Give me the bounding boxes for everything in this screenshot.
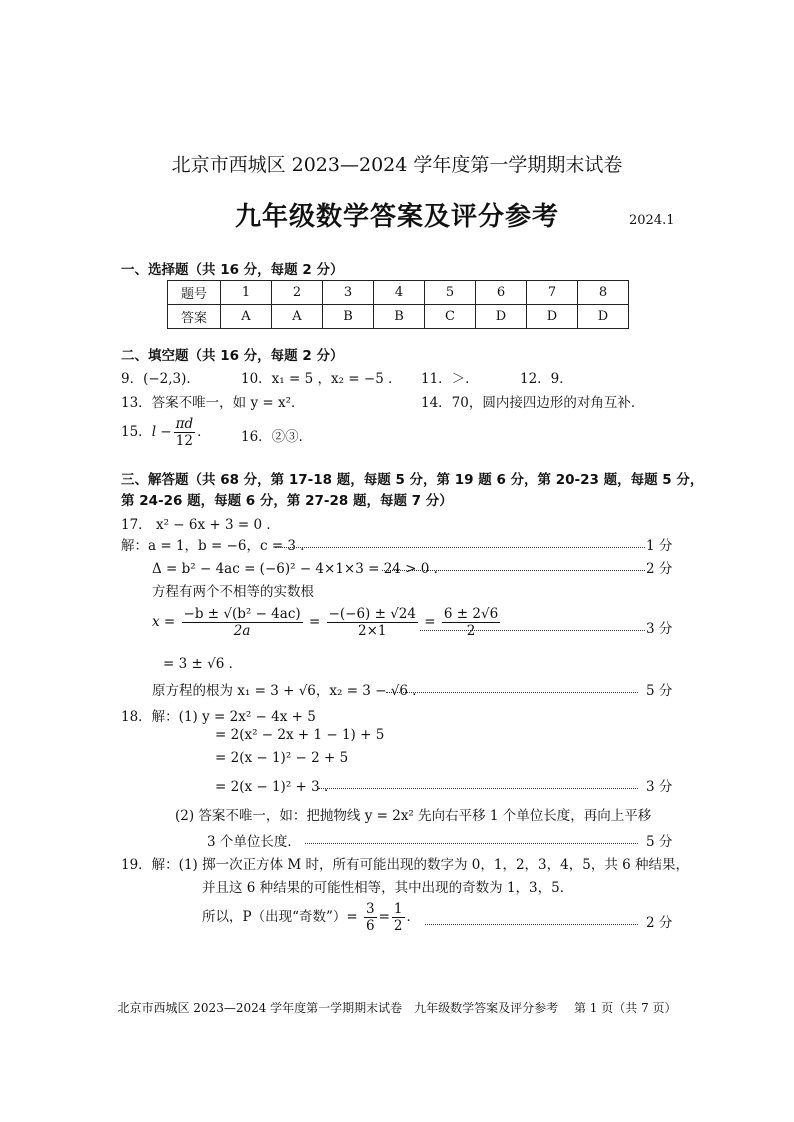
leader-dots bbox=[425, 924, 638, 925]
answer-table bbox=[167, 280, 629, 329]
q15-numerator: πd bbox=[175, 416, 194, 432]
answer-cell: C bbox=[425, 305, 476, 329]
denominator: 2×1 bbox=[358, 623, 387, 639]
question-number: 1 bbox=[221, 281, 272, 305]
answer-q14: 14．70，圆内接四边形的对角互补． bbox=[421, 395, 645, 411]
numerator: −(−6) ± √24 bbox=[328, 606, 416, 622]
question-number: 5 bbox=[425, 281, 476, 305]
answer-cell: A bbox=[221, 305, 272, 329]
score-label: 5 分 bbox=[646, 834, 673, 850]
table-row-numbers bbox=[168, 281, 629, 305]
score-label: 1 分 bbox=[646, 538, 673, 554]
leader-dots bbox=[382, 570, 645, 571]
q18-line4: = 2(x − 1)² + 3 ． bbox=[215, 779, 338, 795]
answer-q13: 13．答案不唯一，如 y = x²． bbox=[121, 395, 305, 411]
q17-fraction-1 bbox=[182, 606, 303, 639]
leader-dots bbox=[420, 630, 645, 631]
section1-heading: 一、选择题（共 16 分，每题 2 分） bbox=[121, 262, 344, 278]
answer-q10: 10．x₁ = 5 ，x₂ = −5 ． bbox=[241, 371, 402, 387]
numerator: −b ± √(b² − 4ac) bbox=[183, 606, 301, 622]
q19-line2: 并且这 6 种结果的可能性相等，其中出现的奇数为 1，3，5． bbox=[202, 880, 574, 896]
exam-title: 北京市西城区 2023—2024 学年度第一学期期末试卷 bbox=[171, 154, 623, 176]
q18-line2: = 2(x² − 2x + 1 − 1) + 5 bbox=[215, 727, 385, 743]
q17-step6: 原方程的根为 x₁ = 3 + √6，x₂ = 3 − √6 ． bbox=[152, 683, 426, 699]
section2-heading: 二、填空题（共 16 分，每题 2 分） bbox=[121, 348, 344, 364]
answer-cell: A bbox=[272, 305, 323, 329]
section3-heading-line1: 三、解答题（共 68 分，第 17-18 题，每题 5 分，第 19 题 6 分，第 20-23 题，每题 5 分， bbox=[121, 472, 704, 488]
q18-line3: = 2(x − 1)² − 2 + 5 bbox=[215, 750, 349, 766]
score-label: 2 分 bbox=[646, 915, 673, 931]
page-footer: 北京市西城区 2023—2024 学年度第一学期期末试卷 九年级数学答案及评分参考 第 1 页（共 7 页） bbox=[117, 1001, 677, 1015]
score-label: 3 分 bbox=[646, 779, 673, 795]
answer-q15 bbox=[121, 416, 211, 449]
q15-l: l − bbox=[151, 424, 172, 440]
q17-step1: 解：a = 1，b = −6，c = 3 ． bbox=[121, 538, 314, 554]
probability-label: 所以，P（出现“奇数”）= bbox=[202, 909, 358, 925]
q18-line6: 3 个单位长度． bbox=[207, 834, 301, 850]
q19-line1: 19．解：(1) 掷一次正方体 M 时，所有可能出现的数字为 0，1，2，3，4，5，共 6 种结果， bbox=[121, 857, 689, 873]
question-number: 4 bbox=[374, 281, 425, 305]
equals-sign: = bbox=[378, 909, 390, 925]
answer-cell: D bbox=[476, 305, 527, 329]
question-number: 2 bbox=[272, 281, 323, 305]
period: ． bbox=[406, 909, 420, 925]
q15-end: ． bbox=[197, 424, 211, 440]
fraction-three-sixths bbox=[364, 901, 377, 934]
answer-q16: 16．②③． bbox=[241, 429, 313, 445]
q17-step3: 方程有两个不相等的实数根 bbox=[152, 584, 314, 600]
answer-cell: B bbox=[323, 305, 374, 329]
numerator: 3 bbox=[366, 901, 375, 917]
answer-q11: 11．＞． bbox=[421, 371, 479, 387]
denominator: 2a bbox=[233, 623, 251, 639]
answer-q12: 12．9． bbox=[520, 371, 573, 387]
answer-cell: D bbox=[578, 305, 629, 329]
leader-dots bbox=[275, 547, 645, 548]
section3-heading-line2: 第 24-26 题，每题 6 分，第 27-28 题，每题 7 分） bbox=[121, 493, 453, 509]
question-number: 8 bbox=[578, 281, 629, 305]
denominator: 2 bbox=[466, 623, 476, 639]
q17-equation: 17． x² − 6x + 3 = 0 ． bbox=[121, 517, 280, 533]
q17-x: x = bbox=[152, 614, 176, 630]
q17-step5: = 3 ± √6 ． bbox=[163, 656, 243, 672]
score-label: 3 分 bbox=[646, 621, 673, 637]
equals-sign: = bbox=[308, 614, 321, 630]
q19-line3 bbox=[202, 901, 420, 934]
q18-line1: 18．解：(1) y = 2x² − 4x + 5 bbox=[121, 709, 316, 725]
score-label: 2 分 bbox=[646, 561, 673, 577]
page-title: 九年级数学答案及评分参考 bbox=[234, 202, 559, 232]
q17-step2: Δ = b² − 4ac = (−6)² − 4×1×3 = 24 > 0 ． bbox=[152, 561, 448, 577]
q15-fraction bbox=[174, 416, 196, 449]
answer-cell: B bbox=[374, 305, 425, 329]
q17-fraction-3 bbox=[442, 606, 500, 639]
q15-prefix: 15． bbox=[121, 424, 152, 440]
fraction-one-half bbox=[392, 901, 405, 934]
q17-fraction-2 bbox=[327, 606, 418, 639]
table-header-cell: 题号 bbox=[168, 281, 221, 305]
leader-dots bbox=[305, 843, 638, 844]
numerator: 6 ± 2√6 bbox=[443, 606, 499, 622]
score-label: 5 分 bbox=[646, 683, 673, 699]
q17-formula bbox=[152, 606, 502, 639]
answer-cell: D bbox=[527, 305, 578, 329]
q18-line5: (2) 答案不唯一，如：把抛物线 y = 2x² 先向右平移 1 个单位长度，再向上平移 bbox=[175, 808, 652, 824]
denominator: 6 bbox=[366, 918, 375, 934]
leader-dots bbox=[318, 788, 638, 789]
question-number: 6 bbox=[476, 281, 527, 305]
leader-dots bbox=[386, 692, 638, 693]
exam-date: 2024.1 bbox=[629, 213, 675, 228]
equals-sign: = bbox=[424, 614, 436, 630]
question-number: 7 bbox=[527, 281, 578, 305]
table-row-answers bbox=[168, 305, 629, 329]
numerator: 1 bbox=[393, 901, 403, 917]
answer-q9: 9．(−2,3)． bbox=[121, 371, 200, 387]
question-number: 3 bbox=[323, 281, 374, 305]
q15-denominator: 12 bbox=[175, 433, 193, 449]
denominator: 2 bbox=[393, 918, 403, 934]
table-header-cell: 答案 bbox=[168, 305, 221, 329]
